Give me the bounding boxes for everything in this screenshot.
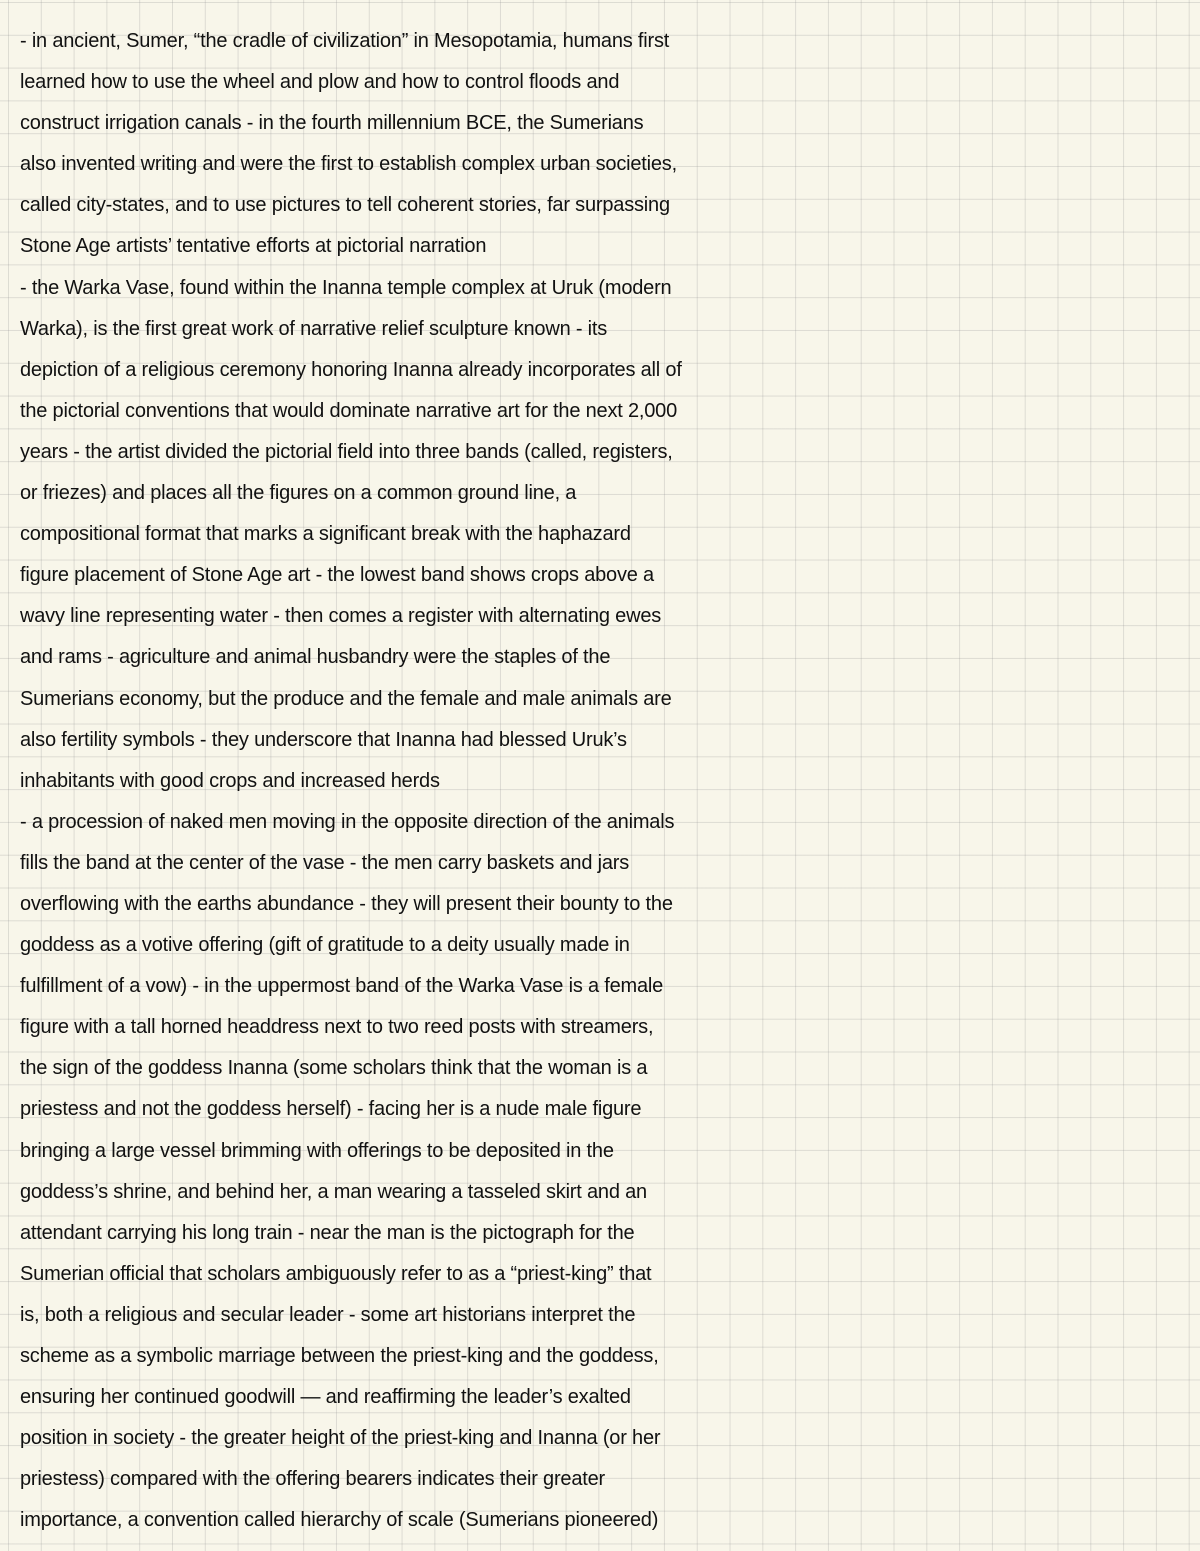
note-line: depiction of a religious ceremony honoring Inanna already incorporates all of: [20, 358, 682, 381]
note-page: [20, 21, 1200, 1541]
note-line: position in society - the greater height of the priest-king and Inanna (or her: [20, 1427, 661, 1450]
note-line: Sumerians economy, but the produce and the female and male animals are: [20, 687, 672, 710]
note-line: - in ancient, Sumer, “the cradle of civilization” in Mesopotamia, humans first: [20, 30, 670, 52]
note-line: fills the band at the center of the vase - the men carry baskets and jars: [20, 851, 630, 874]
note-line: scheme as a symbolic marriage between the priest-king and the goddess,: [20, 1345, 659, 1367]
note-line: figure with a tall horned headdress next to two reed posts with streamers,: [20, 1016, 654, 1039]
note-line: overflowing with the earths abundance - they will present their bounty to the: [20, 892, 673, 915]
note-line: - a procession of naked men moving in the opposite direction of the animals: [20, 810, 675, 833]
note-line: Sumerian official that scholars ambiguously refer to as a “priest-king” that: [20, 1262, 652, 1285]
note-line: fulfillment of a vow) - in the uppermost band of the Warka Vase is a female: [20, 975, 664, 998]
note-line: wavy line representing water - then comes a register with alternating ewes: [20, 605, 662, 628]
note-line: inhabitants with good crops and increased herds: [20, 769, 440, 792]
note-line: and rams - agriculture and animal husbandry were the staples of the: [20, 646, 611, 669]
note-line: bringing a large vessel brimming with offerings to be deposited in the: [20, 1139, 614, 1162]
note-line: priestess and not the goddess herself) - facing her is a nude male figure: [20, 1098, 642, 1121]
note-line: Stone Age artists’ tentative efforts at pictorial narration: [20, 235, 487, 258]
note-line: called city-states, and to use pictures to tell coherent stories, far surpassing: [20, 194, 670, 217]
note-line: priestess) compared with the offering bearers indicates their greater: [20, 1468, 606, 1491]
note-line: figure placement of Stone Age art - the lowest band shows crops above a: [20, 564, 654, 587]
note-line: the pictorial conventions that would dominate narrative art for the next 2,000: [20, 399, 678, 422]
note-line: - the Warka Vase, found within the Inanna temple complex at Uruk (modern: [20, 276, 672, 299]
note-line: goddess’s shrine, and behind her, a man wearing a tasseled skirt and an: [20, 1180, 647, 1203]
note-line: ensuring her continued goodwill — and reaffirming the leader’s exalted: [20, 1386, 631, 1409]
note-line: compositional format that marks a significant break with the haphazard: [20, 523, 631, 546]
note-line: also fertility symbols - they underscore that Inanna had blessed Uruk’s: [20, 728, 627, 751]
note-line: construct irrigation canals - in the fourth millennium BCE, the Sumerians: [20, 112, 644, 135]
note-line: or friezes) and places all the figures on a common ground line, a: [20, 482, 577, 505]
note-line: also invented writing and were the first to establish complex urban societies,: [20, 153, 677, 176]
note-line: learned how to use the wheel and plow and how to control floods and: [20, 71, 620, 94]
note-line: goddess as a votive offering (gift of gratitude to a deity usually made in: [20, 934, 630, 957]
note-line: importance, a convention called hierarchy of scale (Sumerians pioneered): [20, 1509, 659, 1532]
note-line: the sign of the goddess Inanna (some scholars think that the woman is a: [20, 1057, 648, 1080]
note-line: attendant carrying his long train - near the man is the pictograph for the: [20, 1221, 635, 1244]
note-line: Warka), is the first great work of narrative relief sculpture known - its: [20, 317, 608, 340]
note-line: is, both a religious and secular leader - some art historians interpret the: [20, 1303, 636, 1326]
note-line: years - the artist divided the pictorial field into three bands (called, registers,: [20, 440, 673, 463]
